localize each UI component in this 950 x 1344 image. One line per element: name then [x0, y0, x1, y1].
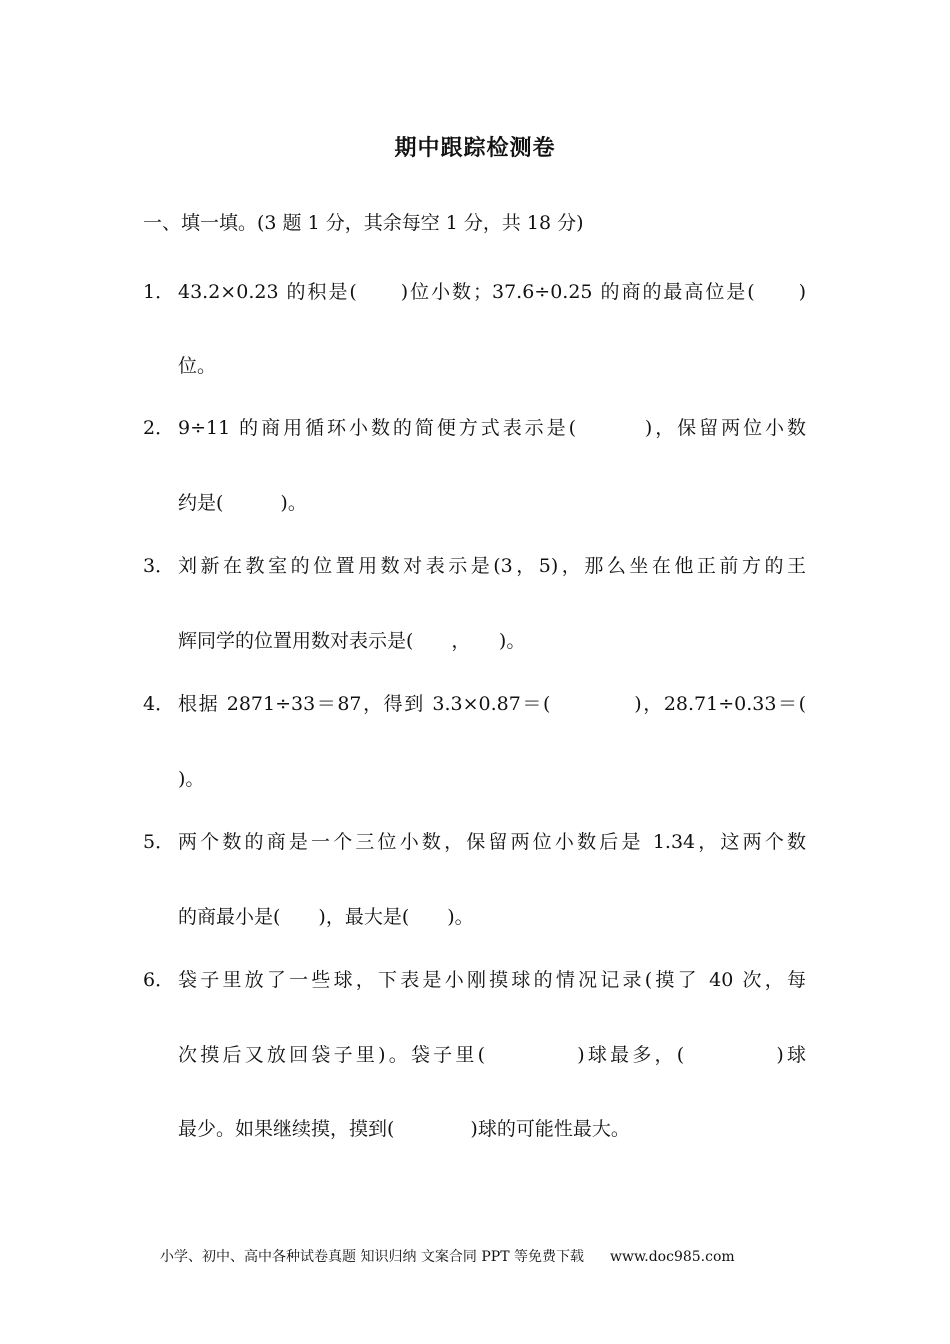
question-line: 的商最小是( )，最大是( )。	[178, 906, 474, 928]
question-number: 5．	[143, 831, 175, 853]
footer-site-link[interactable]: www.doc985.com	[609, 1249, 735, 1265]
question-line: 最少。如果继续摸，摸到( )球的可能性最大。	[178, 1118, 630, 1140]
question-line: 43.2×0.23 的积是( )位小数；37.6÷0.25 的商的最高位是( )	[178, 281, 806, 303]
question-number: 6．	[143, 969, 175, 991]
question-number: 1．	[143, 281, 175, 303]
question-line: 9÷11 的商用循环小数的简便方式表示是( )，保留两位小数	[178, 417, 806, 439]
question-number: 2．	[143, 417, 175, 439]
question-line: 根据 2871÷33＝87，得到 3.3×0.87＝( )，28.71÷0.33＝(	[178, 693, 806, 715]
page-title: 期中跟踪检测卷	[394, 136, 556, 161]
question-line: 约是( )。	[178, 492, 307, 514]
question-line: )。	[178, 768, 205, 790]
question-line: 次摸后又放回袋子里)。袋子里( )球最多，( )球	[178, 1044, 806, 1066]
question-line: 刘新在教室的位置用数对表示是(3，5)，那么坐在他正前方的王	[178, 555, 806, 577]
question-line: 位。	[178, 355, 217, 377]
question-line: 辉同学的位置用数对表示是( ， )。	[178, 630, 526, 652]
section-heading: 一、填一填。(3 题 1 分，其余每空 1 分，共 18 分)	[143, 212, 584, 234]
footer-text: 小学、初中、高中各种试卷真题 知识归纳 文案合同 PPT 等免费下载	[160, 1249, 584, 1265]
page-footer	[160, 1246, 735, 1266]
question-line: 两个数的商是一个三位小数，保留两位小数后是 1.34，这两个数	[178, 831, 806, 853]
question-number: 4．	[143, 693, 175, 715]
question-line: 袋子里放了一些球，下表是小刚摸球的情况记录(摸了 40 次，每	[178, 969, 806, 991]
question-number: 3．	[143, 555, 175, 577]
